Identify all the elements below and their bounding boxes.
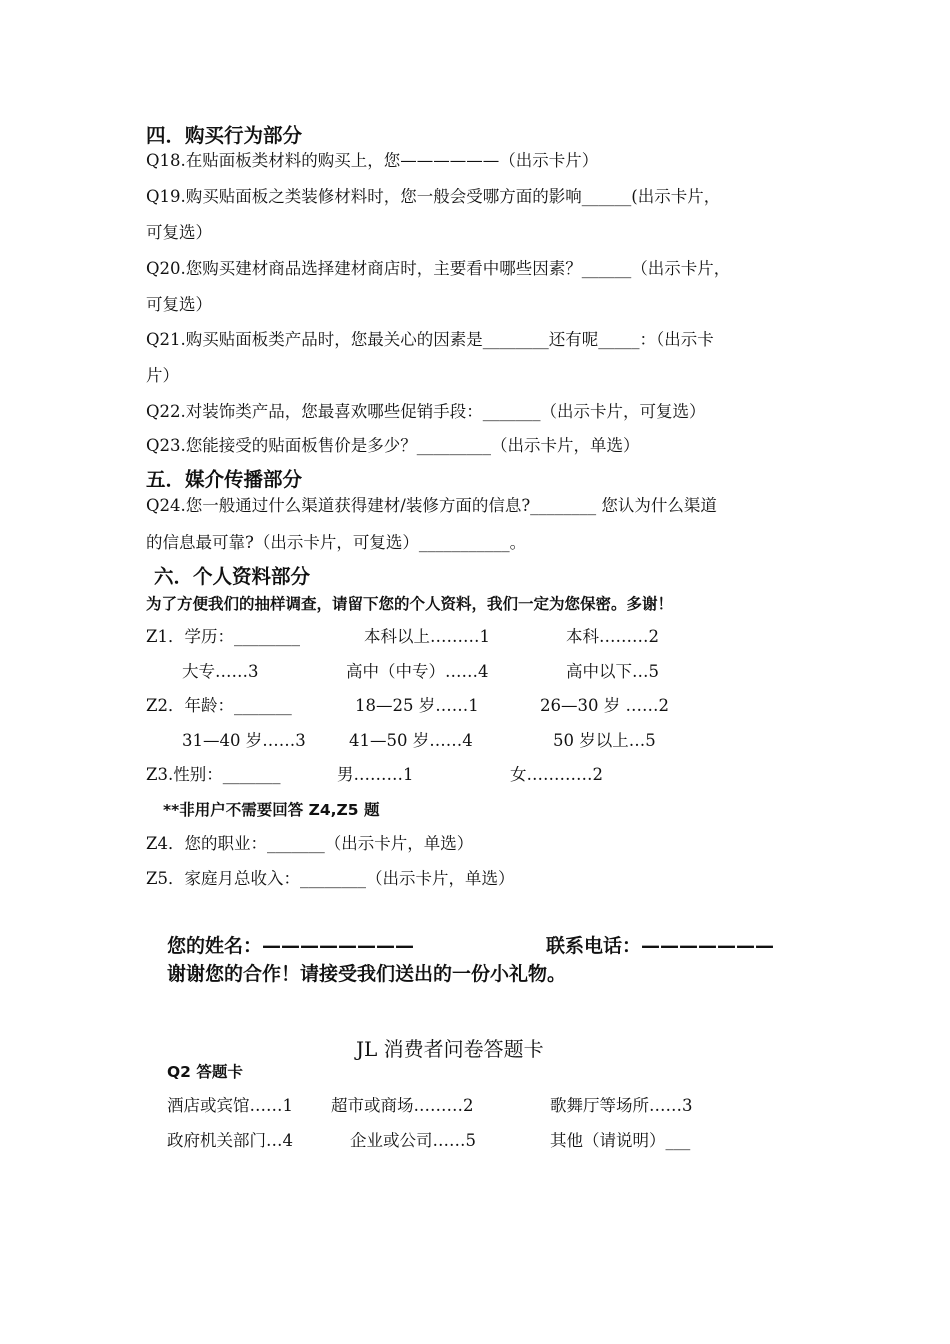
z3-label: Z3.性别：_______ <box>146 765 281 784</box>
name-field-label: 您的姓名：———————— <box>167 935 415 957</box>
z5-question: Z5．家庭月总收入：________（出示卡片，单选） <box>146 869 515 888</box>
z2-option-1: 18—25 岁……1 <box>355 696 479 715</box>
question-q22: Q22.对装饰类产品，您最喜欢哪些促销手段：_______（出示卡片，可复选） <box>146 402 706 421</box>
z2-option-4: 41—50 岁……4 <box>349 731 473 750</box>
z2-option-5: 50 岁以上…5 <box>553 731 656 750</box>
question-q19: Q19.购买贴面板之类装修材料时，您一般会受哪方面的影响______(出示卡片， <box>146 187 721 206</box>
phone-field-label: 联系电话：——————— <box>546 935 775 957</box>
thanks-message: 谢谢您的合作！请接受我们送出的一份小礼物。 <box>167 963 567 985</box>
question-q20-cont: 可复选） <box>146 295 212 314</box>
card-option-3: 歌舞厅等场所……3 <box>550 1096 693 1115</box>
answer-card-subtitle: Q2 答题卡 <box>167 1063 243 1081</box>
card-option-6: 其他（请说明）___ <box>550 1131 691 1150</box>
question-q19-cont: 可复选） <box>146 223 212 242</box>
z1-option-4: 高中（中专）……4 <box>346 662 489 681</box>
z4-question: Z4．您的职业：_______（出示卡片，单选） <box>146 834 474 853</box>
question-q24-cont: 的信息最可靠?（出示卡片，可复选）___________。 <box>146 533 527 552</box>
question-q18: Q18.在贴面板类材料的购买上，您——————（出示卡片） <box>146 151 599 170</box>
answer-card-title: JL 消费者问卷答题卡 <box>356 1037 544 1061</box>
z1-option-1: 本科以上………1 <box>364 627 490 646</box>
section5-heading: 五．媒介传播部分 <box>146 468 303 491</box>
card-option-1: 酒店或宾馆……1 <box>167 1096 293 1115</box>
card-option-4: 政府机关部门…4 <box>167 1131 293 1150</box>
z1-label: Z1．学历：________ <box>146 627 300 646</box>
z3-option-2: 女…………2 <box>510 765 603 784</box>
question-q21-cont: 片） <box>146 366 179 385</box>
z2-option-2: 26—30 岁 ……2 <box>540 696 669 715</box>
question-q24: Q24.您一般通过什么渠道获得建材/装修方面的信息?________ 您认为什么渠道 <box>146 496 717 515</box>
question-q20: Q20.您购买建材商品选择建材商店时，主要看中哪些因素？______（出示卡片， <box>146 259 731 278</box>
z1-option-3: 大专……3 <box>182 662 259 681</box>
z1-option-5: 高中以下…5 <box>566 662 659 681</box>
card-option-2: 超市或商场………2 <box>331 1096 474 1115</box>
z1-option-2: 本科………2 <box>566 627 659 646</box>
non-user-note: **非用户不需要回答 Z4,Z5 题 <box>163 801 380 819</box>
card-option-5: 企业或公司……5 <box>350 1131 476 1150</box>
z2-option-3: 31—40 岁……3 <box>182 731 306 750</box>
question-q23: Q23.您能接受的贴面板售价是多少？_________（出示卡片，单选） <box>146 436 640 455</box>
section6-intro: 为了方便我们的抽样调查，请留下您的个人资料，我们一定为您保密。多谢！ <box>146 595 674 613</box>
question-q21: Q21.购买贴面板类产品时，您最关心的因素是________还有呢_____：（出示卡 <box>146 330 714 349</box>
z3-option-1: 男………1 <box>337 765 414 784</box>
section6-heading: 六．个人资料部分 <box>154 565 311 588</box>
z2-label: Z2．年龄：_______ <box>146 696 292 715</box>
section4-heading: 四．购买行为部分 <box>146 124 303 147</box>
